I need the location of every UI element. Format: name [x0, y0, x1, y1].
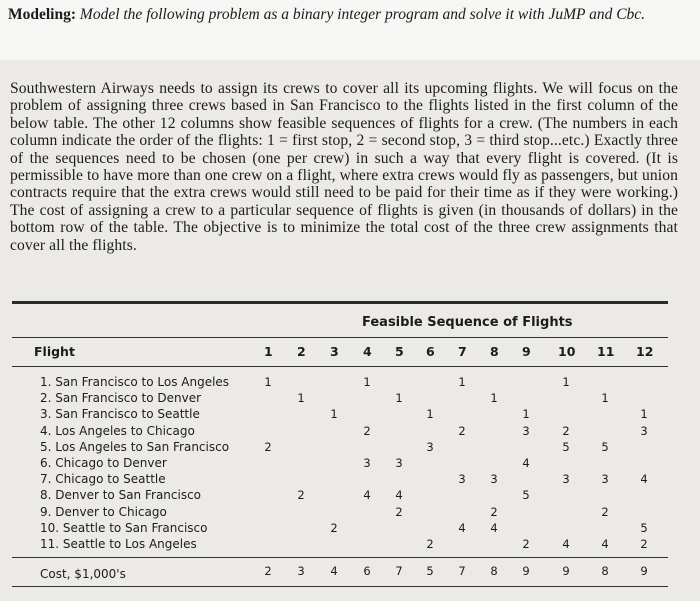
column-header-9: 9: [522, 344, 531, 359]
sequence-cell: 3: [601, 472, 609, 487]
flight-label: 5. Los Angeles to San Francisco: [40, 439, 230, 454]
sequence-cell: 3: [522, 423, 530, 438]
cost-cell: 6: [363, 564, 371, 578]
cost-cell: 9: [522, 564, 530, 578]
flight-label: 7. Chicago to Seattle: [40, 472, 166, 487]
sequence-cell: 2: [395, 504, 403, 519]
title-underline-rule: [12, 337, 668, 338]
sequence-cell: 1: [363, 375, 371, 389]
cost-cell: 7: [395, 564, 403, 578]
sequence-cell: 2: [562, 423, 570, 438]
problem-heading: [8, 6, 688, 24]
sequence-cell: 1: [640, 407, 648, 422]
sequence-cell: 4: [562, 537, 570, 551]
flight-label: 10. Seattle to San Francisco: [40, 520, 208, 535]
sequence-cell: 5: [640, 520, 648, 535]
column-header-3: 3: [330, 344, 339, 359]
column-header-1: 1: [264, 344, 273, 359]
sequence-cell: 2: [522, 537, 530, 551]
cost-cell: 8: [490, 564, 498, 578]
flight-label: 3. San Francisco to Seattle: [40, 407, 200, 422]
cost-cell: 5: [426, 564, 434, 578]
sequence-cell: 2: [640, 537, 648, 551]
cost-cell: 8: [601, 564, 609, 578]
sequence-cell: 4: [601, 537, 609, 551]
sequence-cell: 1: [522, 407, 530, 422]
sequence-cell: 3: [562, 472, 570, 487]
flight-label: 9. Denver to Chicago: [40, 504, 167, 519]
table-top-rule: [12, 301, 668, 304]
sequence-cell: 1: [490, 391, 498, 406]
sequence-cell: 4: [395, 488, 403, 503]
column-header-12: 12: [636, 344, 654, 359]
sequence-cell: 4: [458, 520, 466, 535]
flight-label: 2. San Francisco to Denver: [40, 391, 202, 406]
sequence-cell: 1: [601, 391, 609, 406]
cost-cell: 3: [297, 564, 305, 578]
column-header-10: 10: [558, 344, 576, 359]
sequence-cell: 3: [490, 472, 498, 487]
flight-label: 6. Chicago to Denver: [40, 456, 167, 470]
column-header-4: 4: [363, 344, 372, 359]
sequence-cell: 1: [297, 391, 305, 406]
sequence-cell: 3: [395, 456, 403, 470]
cost-cell: 9: [562, 564, 570, 578]
column-header-7: 7: [458, 344, 467, 359]
table-title: Feasible Sequence of Flights: [362, 315, 573, 330]
flight-column-header: Flight: [34, 344, 75, 359]
column-header-5: 5: [395, 344, 404, 359]
sequence-cell: 4: [363, 488, 371, 503]
column-header-2: 2: [297, 344, 306, 359]
sequence-cell: 4: [490, 520, 498, 535]
flight-label: 11. Seattle to Los Angeles: [40, 537, 197, 551]
cost-cell: 9: [640, 564, 648, 578]
flight-label: 8. Denver to San Francisco: [40, 488, 202, 503]
sequence-cell: 2: [601, 504, 609, 519]
column-header-6: 6: [426, 344, 435, 359]
sequence-cell: 1: [562, 375, 570, 389]
sequence-cell: 2: [264, 439, 272, 454]
sequence-cell: 2: [490, 504, 498, 519]
sequence-cell: 1: [395, 391, 403, 406]
sequence-cell: 3: [640, 423, 648, 438]
heading-label: Modeling:: [8, 6, 77, 23]
table-bottom-rule: [12, 586, 668, 587]
flight-label: 1. San Francisco to Los Angeles: [40, 375, 230, 389]
sequence-cell: 2: [458, 423, 466, 438]
sequence-cell: 1: [264, 375, 272, 389]
sequence-cell: 5: [601, 439, 609, 454]
sequence-cell: 3: [363, 456, 371, 470]
column-header-8: 8: [490, 344, 499, 359]
sequence-cell: 3: [458, 472, 466, 487]
flight-label: 4. Los Angeles to Chicago: [40, 423, 195, 438]
cost-row-label: Cost, $1,000's: [40, 567, 126, 581]
sequence-cell: 1: [330, 407, 338, 422]
header-rule: [12, 366, 668, 367]
sequence-cell: 5: [562, 439, 570, 454]
sequence-cell: 1: [426, 407, 434, 422]
sequence-cell: 2: [330, 520, 338, 535]
sequence-cell: 2: [297, 488, 305, 503]
sequence-cell: 4: [522, 456, 530, 470]
sequence-cell: 2: [426, 537, 434, 551]
cost-cell: 7: [458, 564, 466, 578]
sequence-cell: 1: [458, 375, 466, 389]
sequence-cell: 3: [426, 439, 434, 454]
sequence-cell: 2: [363, 423, 371, 438]
heading-instruction: Model the following problem as a binary integer program and solve it with JuMP and Cbc.: [79, 6, 646, 23]
cost-cell: 2: [264, 564, 272, 578]
sequence-cell: 4: [640, 472, 648, 487]
cost-rule: [12, 557, 668, 558]
column-header-11: 11: [597, 344, 615, 359]
problem-statement: Southwestern Airways needs to assign its crews to cover all its upcoming flights. We will focus on the problem of assigning three crews based in San Francisco to the flights listed in the first column of the below table. The other 12 columns show feasible sequences of flights for a crew. (The numbers in each column indicate the order of the flights: 1 = first stop, 2 = second stop, 3 = third stop...etc.) Exactly three of the sequences need to be chosen (one per crew) in such a way that every flight is covered. (It is permissible to have more than one crew on a flight, where extra crews would fly as passengers, but union contracts require that the extra crews would still need to be paid for their time as if they were working.) The cost of assigning a crew to a particular sequence of flights is given (in thousands of dollars) in the bottom row of the table. The objective is to minimize the total cost of the three crew assignments that cover all the flights.: [10, 80, 678, 254]
cost-cell: 4: [330, 564, 338, 578]
sequence-cell: 5: [522, 488, 530, 503]
